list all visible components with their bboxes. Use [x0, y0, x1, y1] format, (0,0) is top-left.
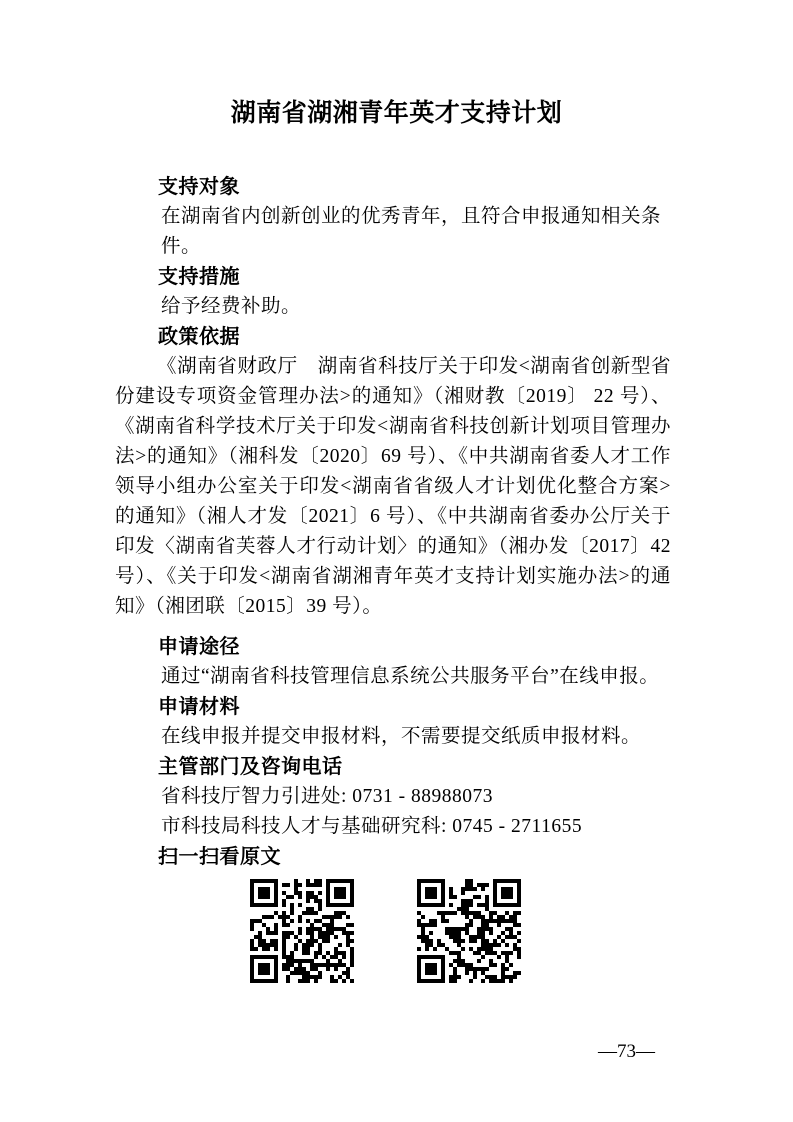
section-body-application-materials: 在线申报并提交申报材料，不需要提交纸质申报材料。 — [161, 726, 642, 747]
section-heading-scan: 扫一扫看原文 — [158, 846, 281, 868]
section-body-application-channel: 通过“湖南省科技管理信息系统公共服务平台”在线申报。 — [161, 666, 660, 687]
section-heading-support-target: 支持对象 — [158, 176, 240, 198]
qr-code-left-icon — [250, 879, 354, 983]
page-number: —73— — [598, 1041, 655, 1062]
contact-phone-city: 市科技局科技人才与基础研究科: 0745 - 2711655 — [161, 816, 583, 837]
document-body — [115, 172, 671, 983]
section-heading-policy-basis: 政策依据 — [158, 326, 240, 348]
qr-code-row — [115, 879, 671, 983]
contact-phone-province: 省科技厅智力引进处: 0731 - 88988073 — [161, 786, 494, 807]
section-heading-application-channel: 申请途径 — [158, 636, 240, 658]
qr-code-right-icon — [417, 879, 521, 983]
section-body-support-measures: 给予经费补助。 — [161, 296, 302, 317]
section-body-support-target: 在湖南省内创新创业的优秀青年，且符合申报通知相关条件。 — [161, 206, 662, 257]
section-heading-application-materials: 申请材料 — [158, 696, 240, 718]
section-body-policy-basis: 《湖南省财政厅 湖南省科技厅关于印发<湖南省创新型省份建设专项资金管理办法>的通知》（湘财教〔2019〕 22 号）、《湖南省科学技术厅关于印发<湖南省科技创新计划项目管理办法>的通知》（湘科发〔2020〕69 号）、《中共湖南省委人才工作领导小组办公室关于印发<湖南省省级人才计划优化整合方案>的通知》（湘人才发〔2021〕6 号）、《中共湖南省委办公厅关于印发〈湖南省芙蓉人才行动计划〉的通知》（湘办发〔2017〕42 号）、《关于印发<湖南省湖湘青年英才支持计划实施办法>的通知》（湘团联〔2015〕39 号）。 — [115, 356, 671, 617]
page-title: 湖南省湖湘青年英才支持计划 — [230, 100, 563, 127]
section-heading-contact: 主管部门及咨询电话 — [158, 756, 343, 778]
section-heading-support-measures: 支持措施 — [158, 266, 240, 288]
